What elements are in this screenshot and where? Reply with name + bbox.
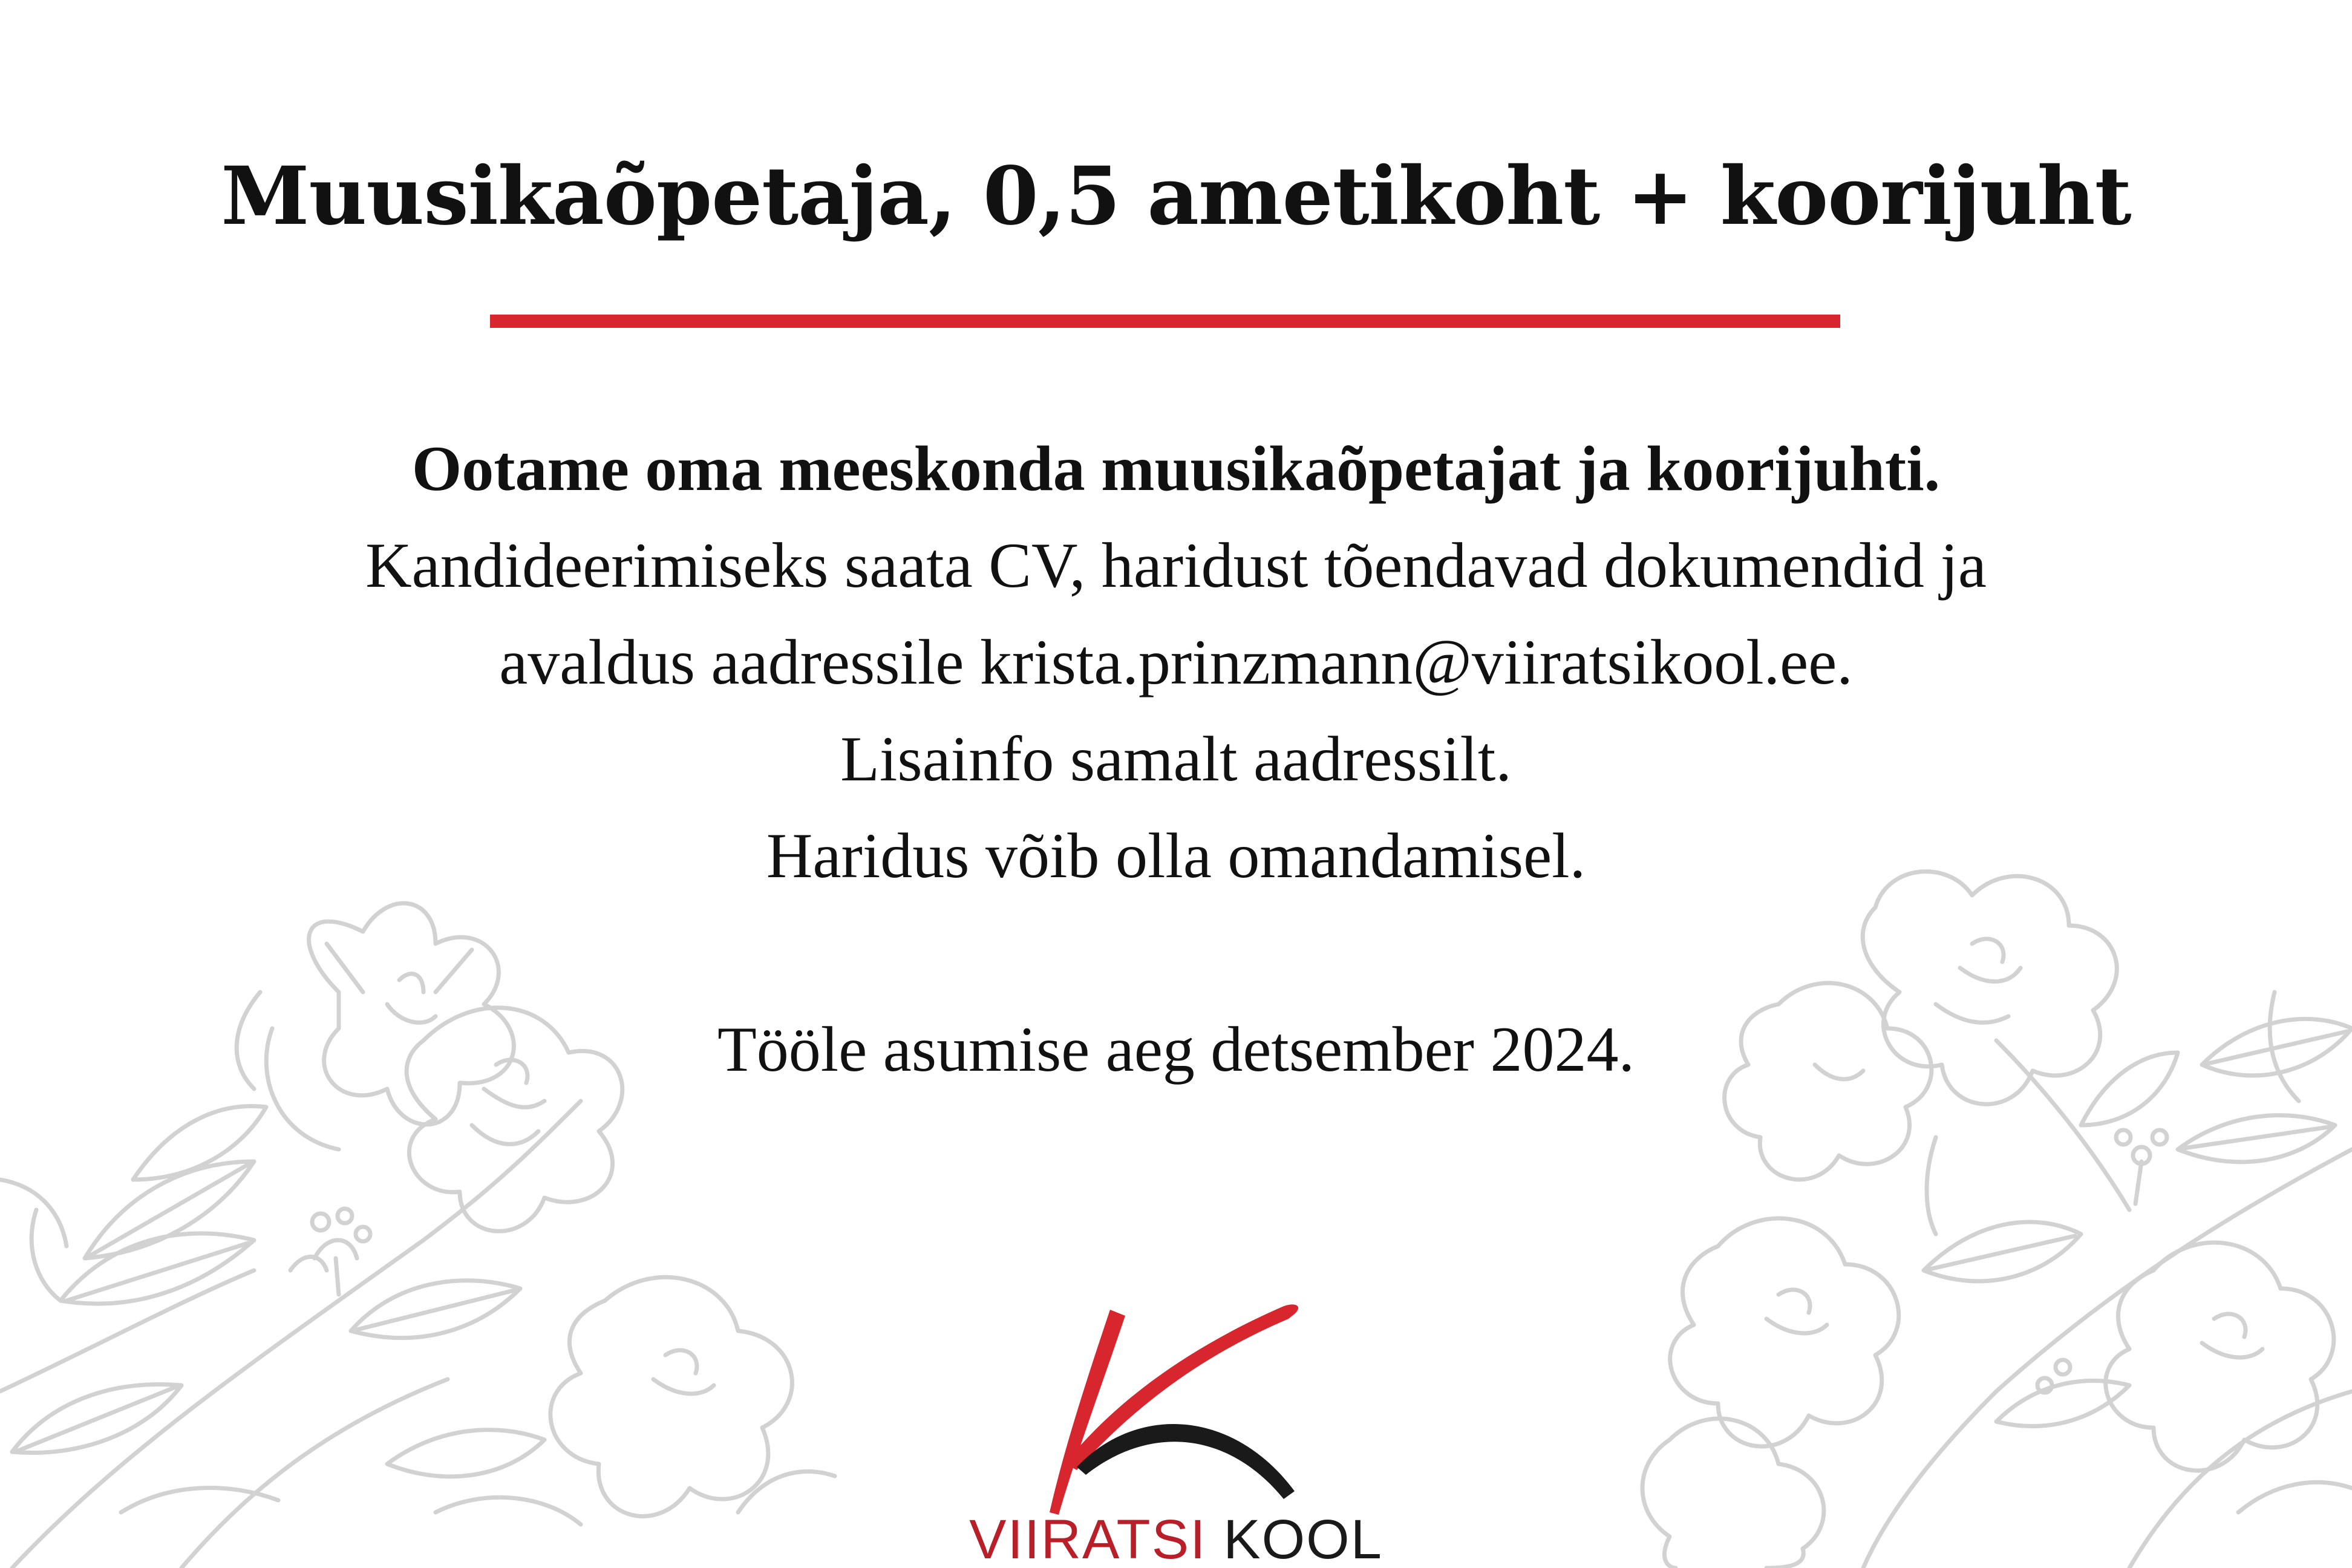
body-line-info: Lisainfo samalt aadressilt. bbox=[840, 724, 1512, 794]
page-title: Muusikaõpetaja, 0,5 ametikoht + koorijuht bbox=[221, 149, 2131, 243]
body-line-start-date: Tööle asumise aeg detsember 2024. bbox=[717, 1014, 1635, 1085]
logo-wordmark bbox=[0, 1509, 2352, 1568]
logo-word-kool: KOOL bbox=[1223, 1509, 1383, 1568]
lead-paragraph: Ootame oma meeskonda muusikaõpetajat ja koorijuhti. bbox=[411, 433, 1941, 504]
body-line-email: avaldus aadressile krista.prinzmann@viiratsikool.ee. bbox=[499, 627, 1853, 697]
body-line-application: Kandideerimiseks saata CV, haridust tõendavad dokumendid ja bbox=[365, 530, 1987, 601]
title-divider bbox=[490, 315, 1840, 328]
logo-word-viiratsi: VIIRATSI bbox=[969, 1509, 1207, 1568]
body-line-education: Haridus võib olla omandamisel. bbox=[766, 820, 1586, 891]
